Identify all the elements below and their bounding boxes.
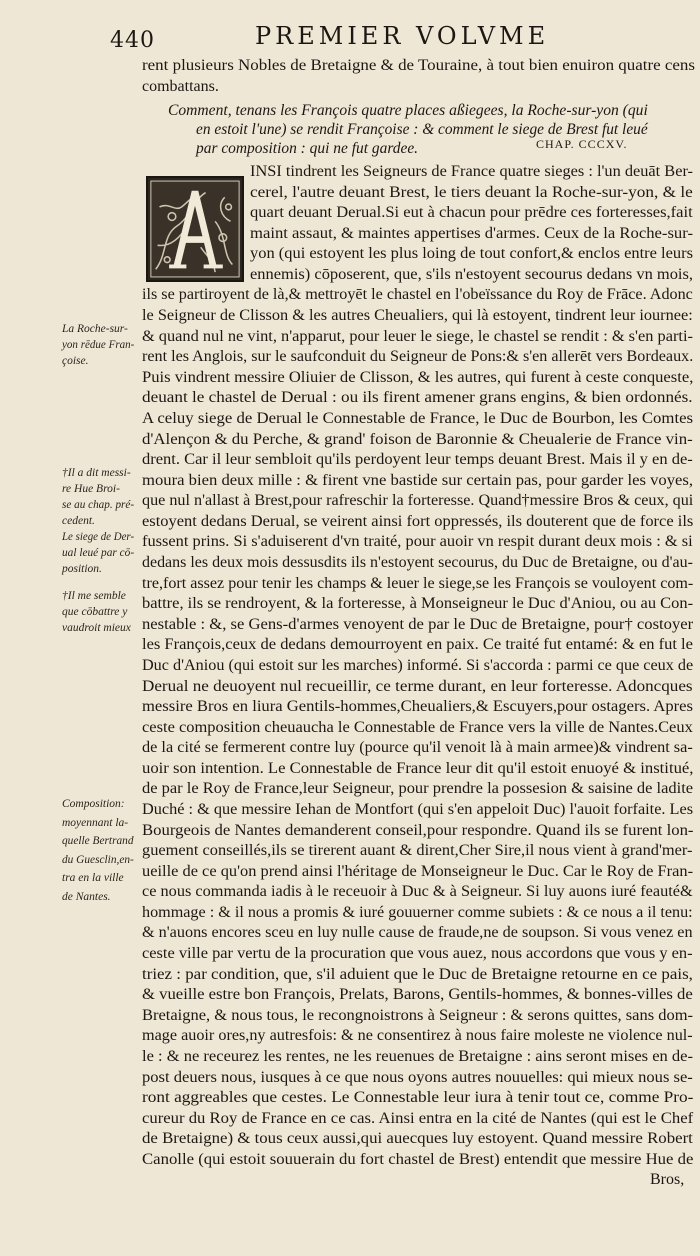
margin-note-line: que cōbattre y [62,606,128,618]
text-line: Bretaigne, & nous tous, le recongnoistrons à Seigneur : & serons quittes, sans dom- [142,1007,694,1024]
text-line: Puis vindrent messire Oliuier de Clisson, & les autres, qui furent à ceste conqueste, [142,369,694,386]
text-line: & quand nul ne vint, n'apparut, pour leuer le siege, le chastel se rendit : & s'en parti- [142,328,693,345]
text-line: cureur du Roy de France en ce cas. Ainsi entra en la cité de Nantes (qui est le Chef [142,1110,694,1127]
text-line: messire Bros en liura Gentils-hommes,Cheualiers,& Escuyers,pour ostagers. Apres [142,698,693,715]
text-line: ront aggreables que cestes. Le Connestable leur iura à tenir tout ce, comme Pro- [142,1089,694,1106]
text-line: moura bien deux mille : & firent vne bastide sur certain pas, pour garder les voyes, [142,472,694,489]
text-line: mage auoir ores,ny autresfois: & ne consentirez à nous faire moleste ne violence nul- [142,1027,693,1044]
margin-note-line: çoise. [62,355,89,367]
margin-note-line: †Il me semble [62,590,126,602]
text-line: Bourgeois de Nantes demanderent conseil,pour respondre. Quand ils se furent lon- [142,822,694,839]
text-line: quart deuant Derual.Si eut à chacun pour prēdre ces forteresses,fait [250,204,693,221]
text-line: deuant le chastel de Derual : ou ils firent amener grans engins, & bien ordonnés. [142,389,693,406]
text-line: de par le Roy de France,leur Seigneur, pour prendre la possesion & saisine de ladite [142,780,694,797]
text-line: guement conseillés,ils se tirerent auant & dirent,Cher Sire,il nous vient à grand'mer- [142,842,693,859]
text-line: ennemis) cōposerent, que, s'ils n'estoyent secourus dedans vn mois, [250,266,694,283]
text-line: drent. Car il leur sembloit qu'ils perdoyent leur temps deuant Brest. Mais il y en de- [142,451,693,468]
text-line: estoyent dedans Derual, se veirent ainsi fort oppressés, ils douterent que de force ils [142,513,694,530]
text-line: hommage : & il nous a promis & iuré gouuerner comme subiets : & ce nous a il tenu: [142,904,693,921]
heading-line: en estoit l'une) se rendit Françoise : & comment le siege de Brest fut leué [196,121,648,138]
text-line: Duché : & que messire Iehan de Montfort (qui s'en appeloit Duc) l'auoit forfaite. Les [142,801,694,818]
text-line: d'Alençon & du Perche, & grand' foison de Baronnie & Cheualerie de France vin- [142,431,693,448]
text-line: maint assaut, & maintes appertises d'armes. Ceux de la Roche-sur- [250,225,693,242]
text-line: ceste ville par vertu de la procuration que vous auez, nous accordons que vous y en- [142,945,693,962]
margin-note-line: du Guesclin,en- [62,853,134,866]
margin-note-line: yon rēdue Fran- [62,339,135,351]
text-line: le Seigneur de Clisson & les autres Cheualiers, qui là estoyent, tindrent leur iournee: [142,307,693,324]
chapter-number: CHAP. CCCXV. [536,137,628,151]
text-line: & n'auons encores sceu en luy nulle cause de fraude,ne de soupson. Si vous venez en [142,924,693,941]
text-line: ueille de ce qu'on prend ainsi l'héritage de Monseigneur le Duc. Car le Roy de Fran- [142,863,694,880]
text-line: yon (qui estoyent les plus loing de tout confort,& enclos entre leurs [250,245,694,262]
text-line: les François,ceux de dedans demourroyent en paix. Ce traité fut entamé: & en fut le [142,636,693,653]
margin-note-line: re Hue Broi- [62,483,120,495]
text-line: de Bretaigne) & tous ceux aussi,qui auecques luy estoyent. Quand messire Robert [142,1130,693,1147]
margin-note-line: ual leué par cō- [62,547,135,559]
text-line: battre, ils se rendroyent, & la forteresse, à Monseigneur le Duc d'Aniou, ou au Con- [142,595,694,612]
text-line: A celuy siege de Derual le Connestable de France, le Duc de Bourbon, les Comtes [142,410,694,427]
text-line: ceste composition cheuaucha le Connestable de France vers la ville de Nantes.Ceux [142,719,693,736]
margin-note-line: se au chap. pré- [62,499,135,511]
ornament-a-icon [148,178,242,280]
text-line: de la cité se fermerent contre luy (pource qu'il venoit là à main armee)& vindrent sa- [142,739,693,756]
margin-note-line: vaudroit mieux [62,622,131,634]
text-line: combattans. [142,78,219,95]
text-line: le : & ne receurez les rentes, ne les reuenues de Bretaigne : ains seront mises en de- [142,1048,694,1065]
margin-note-line: cedent. [62,515,95,527]
text-line: nestable : &, se Gens-d'armes venoyent de par le Duc de Bretaigne, pour† costoyer [142,616,694,633]
text-line: ils se partiroyent de là,& mettroyēt le chastel en l'obeïssance du Roy de Frāce. Adonc [142,286,693,303]
text-line: Bros, [650,1171,685,1188]
text-line: dedans les deux mois dessusdits ils n'estoyent secourus, du Duc de Bretaigne, ou d'au- [142,554,693,571]
margin-note-line: moyennant la- [62,816,129,829]
text-line: tre,fort assez pour tenir les champs & leuer le siege,se les François se vouloyent com- [142,575,694,592]
margin-note-line: Le siege de Der- [62,531,135,543]
margin-note-line: Composition: [62,798,125,810]
margin-note-line: quelle Bertrand [62,835,134,847]
text-line: rent plusieurs Nobles de Bretaigne & de Touraine, à tout bien enuiron quatre cens [142,57,695,74]
text-line: Derual ne deuoyent nul recueillir, ce terme durant, en leur forteresse. Adoncques [142,678,693,695]
drop-cap-initial [146,176,244,282]
margin-note-line: La Roche-sur- [62,323,128,335]
text-line: INSI tindrent les Seigneurs de France quatre sieges : l'un deuāt Ber- [250,163,693,180]
margin-note-line: position. [62,563,102,575]
text-line: uoir son intention. Le Connestable de France leur dit qu'il estoit enuoyé & institué, [142,760,694,777]
heading-line: par composition : qui ne fut gardee. [196,140,419,157]
margin-note-line: tra en la ville [62,872,124,884]
text-line: cerel, l'autre deuant Brest, le tiers deuant la Roche-sur-yon, & le [250,184,693,201]
text-line: rent les Anglois, sur le saufconduit du Seigneur de Pons:& s'en allerēt vers Bordeaux. [142,348,694,365]
text-line: Canolle (qui estoit souuerain du fort chastel de Brest) entendit que messire Hue de [142,1151,694,1168]
page-number: 440 [110,28,155,53]
margin-note-line: de Nantes. [62,890,111,903]
heading-line: Comment, tenans les François quatre places aßiegees, la Roche-sur-yon (qui [168,102,648,119]
running-title: PREMIER VOLVME [255,22,550,50]
text-line: que nul n'allast à Brest,pour rafreschir la forteresse. Quand†messire Bros & ceux, qui [142,492,694,509]
text-line: & vueille estre bon François, Prelats, Barons, Gentils-hommes, & bonnes-villes de [142,986,693,1003]
text-line: ce nous commanda iadis à le receuoir à Duc & à Seigneur. Si luy auons iuré feauté& [142,883,693,900]
text-line: Duc d'Aniou (qui estoit sur les marches) informé. Si s'accorda : parmi ce que ceux de [142,657,694,674]
margin-note-line: †Il a dit messi- [62,467,131,479]
text-line: fussent prins. Si s'aduiserent d'vn traité, pour auoir vn respit durant deux mois : & si [142,533,693,550]
text-line: post deuers nous, iusques à ce que nous oyons autres nouuelles: qui mieux nous se- [142,1069,693,1086]
text-line: triez : par condition, que, s'il aduient que le Duc de Bretaigne retourne en ce pais, [142,966,693,983]
